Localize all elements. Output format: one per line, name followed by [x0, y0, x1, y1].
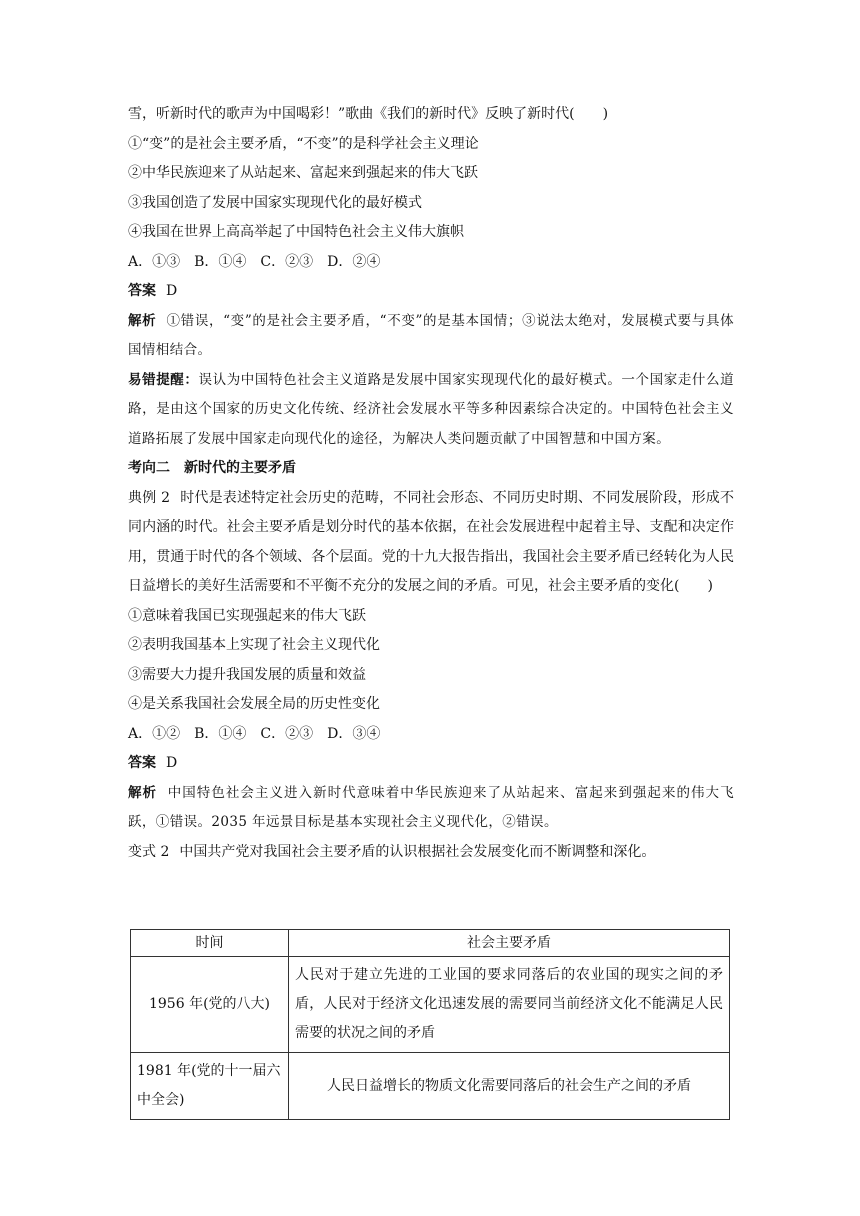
- error-tip: [128, 366, 734, 455]
- question-1-option-4: ④我国在世界上高高举起了中国特色社会主义伟大旗帜: [128, 224, 464, 240]
- contradiction-table: [130, 929, 730, 1120]
- variant-2: [128, 838, 734, 868]
- question-1-analysis: [128, 307, 734, 366]
- section-heading: 考向二 新时代的主要矛盾: [128, 460, 296, 476]
- analysis-label: 解析: [128, 312, 157, 329]
- table-cell-contradiction: 人民日益增长的物质文化需要同落后的社会生产之间的矛盾: [289, 1053, 730, 1120]
- question-2-option-4: ④是关系我国社会发展全局的历史性变化: [128, 696, 380, 712]
- question-2-stem: [128, 484, 734, 602]
- table-row: [131, 957, 730, 1053]
- question-1-option-2: ②中华民族迎来了从站起来、富起来到强起来的伟大飞跃: [128, 165, 478, 181]
- document-body: [128, 100, 734, 867]
- analysis-text: 中国特色社会主义进入新时代意味着中华民族迎来了从站起来、富起来到强起来的伟大飞跃，①错误。2035 年远景目标是基本实现社会主义现代化，②错误。: [128, 784, 734, 830]
- question-2-choices: A．①② B．①④ C．②③ D．③④: [128, 725, 381, 742]
- analysis-label: 解析: [128, 784, 158, 801]
- table-header-time: 时间: [131, 930, 289, 957]
- question-2-option-2: ②表明我国基本上实现了社会主义现代化: [128, 637, 380, 653]
- example-label: 典例 2: [128, 489, 170, 506]
- question-1-choices: A．①③ B．①④ C．②③ D．②④: [128, 253, 381, 270]
- question-1-stem-tail: 雪，听新时代的歌声为中国喝彩！”歌曲《我们的新时代》反映了新时代( ): [128, 106, 609, 122]
- table-header-row: [131, 930, 730, 957]
- question-1-option-3: ③我国创造了发展中国家实现现代化的最好模式: [128, 194, 422, 211]
- table-row: [131, 1053, 730, 1120]
- question-2-option-3: ③需要大力提升我国发展的质量和效益: [128, 666, 366, 683]
- question-2-analysis: [128, 779, 734, 838]
- table-cell-time: 1956 年(党的八大): [131, 957, 289, 1053]
- question-2-option-1: ①意味着我国已实现强起来的伟大飞跃: [128, 607, 366, 624]
- table-cell-time: 1981 年(党的十一届六中全会): [131, 1053, 289, 1120]
- table-cell-contradiction: 人民对于建立先进的工业国的要求同落后的农业国的现实之间的矛盾，人民对于经济文化迅速发展的需要同当前经济文化不能满足人民需要的状况之间的矛盾: [289, 957, 730, 1053]
- variant-label: 变式 2: [128, 843, 170, 860]
- answer-label: 答案: [128, 283, 156, 299]
- table-header-contradiction: 社会主要矛盾: [289, 930, 730, 957]
- answer-label: 答案: [128, 755, 156, 771]
- question-2-answer: [128, 749, 734, 779]
- answer-value: D: [166, 283, 178, 299]
- variant-text: 中国共产党对我国社会主要矛盾的认识根据社会发展变化而不断调整和深化。: [179, 843, 656, 860]
- example-stem-text: 时代是表述特定社会历史的范畴，不同社会形态、不同历史时期、不同发展阶段，形成不同内涵的时代。社会主要矛盾是划分时代的基本依据，在社会发展进程中起着主导、支配和决定作用，贯通于时代的各个领域、各个层面。党的十九大报告指出，我国社会主要矛盾已经转化为人民日益增长的美好生活需要和不平衡不充分的发展之间的矛盾。可见，社会主要矛盾的变化( ): [128, 489, 735, 594]
- question-1-option-1: ①“变”的是社会主要矛盾，“不变”的是科学社会主义理论: [128, 135, 479, 152]
- error-tip-label: 易错提醒：: [128, 371, 199, 388]
- analysis-text: ①错误，“变”的是社会主要矛盾，“不变”的是基本国情；③说法太绝对，发展模式要与具体国情相结合。: [128, 312, 734, 358]
- error-tip-text: 误认为中国特色社会主义道路是发展中国家实现现代化的最好模式。一个国家走什么道路，是由这个国家的历史文化传统、经济社会发展水平等多种因素综合决定的。中国特色社会主义道路拓展了发展中国家走向现代化的途径，为解决人类问题贡献了中国智慧和中国方案。: [128, 371, 735, 447]
- answer-value: D: [166, 755, 178, 771]
- question-1-answer: [128, 277, 734, 307]
